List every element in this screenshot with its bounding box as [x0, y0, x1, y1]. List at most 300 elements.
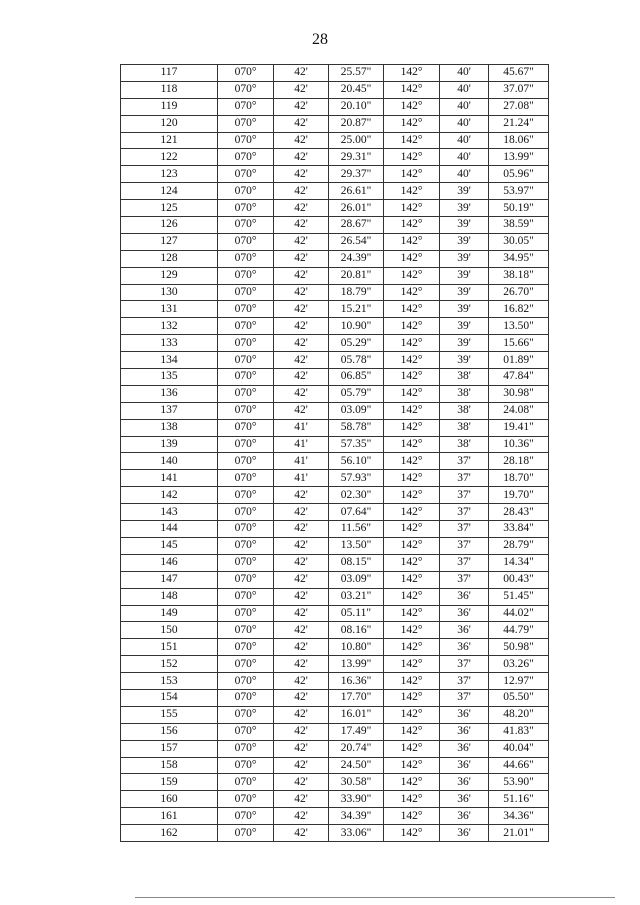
longitude-seconds-cell: 33.84" — [489, 521, 549, 538]
longitude-seconds-cell: 44.02" — [489, 605, 549, 622]
latitude-minutes-cell: 42' — [274, 65, 329, 82]
table-row — [121, 774, 549, 791]
table-row — [121, 132, 549, 149]
longitude-degrees-cell: 142° — [384, 318, 440, 335]
point-number-cell: 144 — [121, 521, 218, 538]
longitude-minutes-cell: 36' — [440, 774, 489, 791]
longitude-degrees-cell: 142° — [384, 706, 440, 723]
latitude-degrees-cell: 070° — [218, 267, 274, 284]
longitude-minutes-cell: 39' — [440, 284, 489, 301]
longitude-seconds-cell: 03.26" — [489, 656, 549, 673]
latitude-degrees-cell: 070° — [218, 706, 274, 723]
longitude-degrees-cell: 142° — [384, 200, 440, 217]
longitude-seconds-cell: 10.36" — [489, 436, 549, 453]
point-number-cell: 145 — [121, 537, 218, 554]
longitude-minutes-cell: 38' — [440, 436, 489, 453]
latitude-degrees-cell: 070° — [218, 352, 274, 369]
longitude-minutes-cell: 39' — [440, 318, 489, 335]
latitude-minutes-cell: 42' — [274, 740, 329, 757]
longitude-degrees-cell: 142° — [384, 622, 440, 639]
latitude-minutes-cell: 42' — [274, 284, 329, 301]
latitude-seconds-cell: 20.45" — [329, 81, 384, 98]
latitude-degrees-cell: 070° — [218, 385, 274, 402]
point-number-cell: 137 — [121, 402, 218, 419]
latitude-minutes-cell: 42' — [274, 706, 329, 723]
longitude-degrees-cell: 142° — [384, 504, 440, 521]
point-number-cell: 121 — [121, 132, 218, 149]
latitude-seconds-cell: 20.81" — [329, 267, 384, 284]
latitude-minutes-cell: 42' — [274, 267, 329, 284]
longitude-minutes-cell: 40' — [440, 132, 489, 149]
latitude-seconds-cell: 33.06" — [329, 825, 384, 842]
longitude-degrees-cell: 142° — [384, 656, 440, 673]
latitude-degrees-cell: 070° — [218, 757, 274, 774]
table-row — [121, 656, 549, 673]
table-row — [121, 605, 549, 622]
latitude-seconds-cell: 02.30" — [329, 487, 384, 504]
latitude-minutes-cell: 41' — [274, 470, 329, 487]
longitude-seconds-cell: 48.20" — [489, 706, 549, 723]
longitude-degrees-cell: 142° — [384, 301, 440, 318]
point-number-cell: 158 — [121, 757, 218, 774]
latitude-minutes-cell: 42' — [274, 402, 329, 419]
latitude-degrees-cell: 070° — [218, 808, 274, 825]
longitude-seconds-cell: 21.01" — [489, 825, 549, 842]
longitude-degrees-cell: 142° — [384, 369, 440, 386]
longitude-seconds-cell: 05.96" — [489, 166, 549, 183]
table-row — [121, 825, 549, 842]
latitude-degrees-cell: 070° — [218, 81, 274, 98]
longitude-minutes-cell: 39' — [440, 183, 489, 200]
latitude-minutes-cell: 42' — [274, 115, 329, 132]
latitude-degrees-cell: 070° — [218, 487, 274, 504]
longitude-minutes-cell: 40' — [440, 166, 489, 183]
latitude-degrees-cell: 070° — [218, 639, 274, 656]
longitude-degrees-cell: 142° — [384, 335, 440, 352]
longitude-minutes-cell: 39' — [440, 352, 489, 369]
longitude-minutes-cell: 36' — [440, 588, 489, 605]
longitude-minutes-cell: 37' — [440, 673, 489, 690]
latitude-minutes-cell: 42' — [274, 301, 329, 318]
longitude-minutes-cell: 36' — [440, 740, 489, 757]
latitude-seconds-cell: 05.79" — [329, 385, 384, 402]
latitude-minutes-cell: 42' — [274, 166, 329, 183]
latitude-minutes-cell: 42' — [274, 774, 329, 791]
table-row — [121, 115, 549, 132]
longitude-degrees-cell: 142° — [384, 453, 440, 470]
table-row — [121, 537, 549, 554]
latitude-minutes-cell: 42' — [274, 98, 329, 115]
latitude-seconds-cell: 26.54" — [329, 233, 384, 250]
latitude-seconds-cell: 08.15" — [329, 554, 384, 571]
table-row — [121, 487, 549, 504]
longitude-minutes-cell: 38' — [440, 402, 489, 419]
latitude-seconds-cell: 16.36" — [329, 673, 384, 690]
longitude-seconds-cell: 50.19" — [489, 200, 549, 217]
longitude-minutes-cell: 39' — [440, 233, 489, 250]
latitude-seconds-cell: 28.67" — [329, 217, 384, 234]
latitude-degrees-cell: 070° — [218, 537, 274, 554]
latitude-minutes-cell: 42' — [274, 385, 329, 402]
table-row — [121, 81, 549, 98]
table-row — [121, 267, 549, 284]
longitude-seconds-cell: 40.04" — [489, 740, 549, 757]
latitude-degrees-cell: 070° — [218, 453, 274, 470]
latitude-minutes-cell: 42' — [274, 825, 329, 842]
longitude-minutes-cell: 36' — [440, 706, 489, 723]
latitude-degrees-cell: 070° — [218, 622, 274, 639]
table-row — [121, 689, 549, 706]
longitude-minutes-cell: 39' — [440, 200, 489, 217]
latitude-degrees-cell: 070° — [218, 250, 274, 267]
latitude-minutes-cell: 42' — [274, 335, 329, 352]
longitude-degrees-cell: 142° — [384, 487, 440, 504]
longitude-minutes-cell: 40' — [440, 149, 489, 166]
latitude-minutes-cell: 42' — [274, 521, 329, 538]
longitude-degrees-cell: 142° — [384, 149, 440, 166]
table-row — [121, 318, 549, 335]
longitude-seconds-cell: 05.50" — [489, 689, 549, 706]
latitude-degrees-cell: 070° — [218, 774, 274, 791]
longitude-degrees-cell: 142° — [384, 588, 440, 605]
longitude-seconds-cell: 13.99" — [489, 149, 549, 166]
table-row — [121, 808, 549, 825]
latitude-seconds-cell: 03.21" — [329, 588, 384, 605]
latitude-degrees-cell: 070° — [218, 284, 274, 301]
point-number-cell: 124 — [121, 183, 218, 200]
longitude-degrees-cell: 142° — [384, 605, 440, 622]
longitude-seconds-cell: 34.36" — [489, 808, 549, 825]
point-number-cell: 150 — [121, 622, 218, 639]
latitude-seconds-cell: 15.21" — [329, 301, 384, 318]
point-number-cell: 162 — [121, 825, 218, 842]
longitude-degrees-cell: 142° — [384, 521, 440, 538]
point-number-cell: 159 — [121, 774, 218, 791]
longitude-seconds-cell: 12.97" — [489, 673, 549, 690]
longitude-degrees-cell: 142° — [384, 217, 440, 234]
longitude-seconds-cell: 16.82" — [489, 301, 549, 318]
latitude-degrees-cell: 070° — [218, 335, 274, 352]
latitude-seconds-cell: 25.00" — [329, 132, 384, 149]
longitude-seconds-cell: 18.06" — [489, 132, 549, 149]
table-row — [121, 470, 549, 487]
longitude-seconds-cell: 01.89" — [489, 352, 549, 369]
longitude-degrees-cell: 142° — [384, 115, 440, 132]
longitude-minutes-cell: 40' — [440, 115, 489, 132]
latitude-seconds-cell: 10.80" — [329, 639, 384, 656]
longitude-minutes-cell: 39' — [440, 217, 489, 234]
latitude-minutes-cell: 42' — [274, 605, 329, 622]
longitude-seconds-cell: 30.98" — [489, 385, 549, 402]
point-number-cell: 154 — [121, 689, 218, 706]
longitude-degrees-cell: 142° — [384, 554, 440, 571]
longitude-degrees-cell: 142° — [384, 233, 440, 250]
table-row — [121, 757, 549, 774]
point-number-cell: 123 — [121, 166, 218, 183]
longitude-seconds-cell: 00.43" — [489, 571, 549, 588]
latitude-minutes-cell: 42' — [274, 571, 329, 588]
latitude-seconds-cell: 56.10" — [329, 453, 384, 470]
longitude-minutes-cell: 39' — [440, 267, 489, 284]
longitude-minutes-cell: 36' — [440, 791, 489, 808]
latitude-degrees-cell: 070° — [218, 65, 274, 82]
point-number-cell: 148 — [121, 588, 218, 605]
latitude-seconds-cell: 05.11" — [329, 605, 384, 622]
longitude-degrees-cell: 142° — [384, 571, 440, 588]
table-row — [121, 335, 549, 352]
longitude-minutes-cell: 36' — [440, 808, 489, 825]
longitude-degrees-cell: 142° — [384, 132, 440, 149]
latitude-degrees-cell: 070° — [218, 740, 274, 757]
latitude-minutes-cell: 42' — [274, 504, 329, 521]
latitude-seconds-cell: 05.29" — [329, 335, 384, 352]
longitude-minutes-cell: 39' — [440, 335, 489, 352]
latitude-seconds-cell: 20.10" — [329, 98, 384, 115]
latitude-degrees-cell: 070° — [218, 166, 274, 183]
longitude-degrees-cell: 142° — [384, 740, 440, 757]
longitude-degrees-cell: 142° — [384, 436, 440, 453]
table-row — [121, 521, 549, 538]
latitude-seconds-cell: 17.70" — [329, 689, 384, 706]
latitude-minutes-cell: 42' — [274, 487, 329, 504]
latitude-degrees-cell: 070° — [218, 521, 274, 538]
point-number-cell: 161 — [121, 808, 218, 825]
latitude-seconds-cell: 26.61" — [329, 183, 384, 200]
latitude-degrees-cell: 070° — [218, 318, 274, 335]
longitude-seconds-cell: 18.70" — [489, 470, 549, 487]
table-row — [121, 639, 549, 656]
table-row — [121, 166, 549, 183]
latitude-seconds-cell: 13.50" — [329, 537, 384, 554]
longitude-minutes-cell: 37' — [440, 453, 489, 470]
longitude-seconds-cell: 21.24" — [489, 115, 549, 132]
latitude-degrees-cell: 070° — [218, 791, 274, 808]
point-number-cell: 128 — [121, 250, 218, 267]
longitude-minutes-cell: 40' — [440, 65, 489, 82]
latitude-minutes-cell: 42' — [274, 200, 329, 217]
point-number-cell: 155 — [121, 706, 218, 723]
latitude-minutes-cell: 42' — [274, 673, 329, 690]
longitude-seconds-cell: 50.98" — [489, 639, 549, 656]
longitude-seconds-cell: 41.83" — [489, 723, 549, 740]
latitude-degrees-cell: 070° — [218, 183, 274, 200]
longitude-seconds-cell: 37.07" — [489, 81, 549, 98]
longitude-minutes-cell: 37' — [440, 689, 489, 706]
latitude-seconds-cell: 08.16" — [329, 622, 384, 639]
longitude-degrees-cell: 142° — [384, 470, 440, 487]
table-row — [121, 98, 549, 115]
latitude-seconds-cell: 57.93" — [329, 470, 384, 487]
longitude-minutes-cell: 38' — [440, 419, 489, 436]
table-row — [121, 352, 549, 369]
latitude-degrees-cell: 070° — [218, 689, 274, 706]
latitude-minutes-cell: 42' — [274, 588, 329, 605]
longitude-seconds-cell: 51.45" — [489, 588, 549, 605]
latitude-minutes-cell: 42' — [274, 318, 329, 335]
table-row — [121, 673, 549, 690]
longitude-degrees-cell: 142° — [384, 774, 440, 791]
table-row — [121, 284, 549, 301]
point-number-cell: 119 — [121, 98, 218, 115]
point-number-cell: 134 — [121, 352, 218, 369]
longitude-degrees-cell: 142° — [384, 757, 440, 774]
latitude-minutes-cell: 42' — [274, 250, 329, 267]
longitude-minutes-cell: 40' — [440, 81, 489, 98]
latitude-minutes-cell: 41' — [274, 453, 329, 470]
latitude-minutes-cell: 42' — [274, 183, 329, 200]
point-number-cell: 126 — [121, 217, 218, 234]
point-number-cell: 152 — [121, 656, 218, 673]
longitude-minutes-cell: 39' — [440, 250, 489, 267]
latitude-seconds-cell: 13.99" — [329, 656, 384, 673]
point-number-cell: 125 — [121, 200, 218, 217]
longitude-degrees-cell: 142° — [384, 723, 440, 740]
footer-rule — [135, 897, 615, 898]
table-row — [121, 554, 549, 571]
latitude-minutes-cell: 41' — [274, 436, 329, 453]
longitude-minutes-cell: 37' — [440, 521, 489, 538]
latitude-minutes-cell: 42' — [274, 352, 329, 369]
point-number-cell: 136 — [121, 385, 218, 402]
latitude-degrees-cell: 070° — [218, 233, 274, 250]
longitude-minutes-cell: 37' — [440, 537, 489, 554]
longitude-seconds-cell: 28.18" — [489, 453, 549, 470]
table-row — [121, 301, 549, 318]
table-row — [121, 723, 549, 740]
latitude-degrees-cell: 070° — [218, 723, 274, 740]
point-number-cell: 157 — [121, 740, 218, 757]
longitude-minutes-cell: 36' — [440, 622, 489, 639]
latitude-seconds-cell: 57.35" — [329, 436, 384, 453]
latitude-minutes-cell: 42' — [274, 639, 329, 656]
longitude-seconds-cell: 44.66" — [489, 757, 549, 774]
latitude-seconds-cell: 10.90" — [329, 318, 384, 335]
longitude-seconds-cell: 38.59" — [489, 217, 549, 234]
point-number-cell: 146 — [121, 554, 218, 571]
longitude-seconds-cell: 38.18" — [489, 267, 549, 284]
table-row — [121, 217, 549, 234]
longitude-degrees-cell: 142° — [384, 385, 440, 402]
longitude-minutes-cell: 36' — [440, 757, 489, 774]
longitude-seconds-cell: 24.08" — [489, 402, 549, 419]
longitude-minutes-cell: 37' — [440, 554, 489, 571]
latitude-minutes-cell: 42' — [274, 233, 329, 250]
latitude-seconds-cell: 11.56" — [329, 521, 384, 538]
table-row — [121, 791, 549, 808]
longitude-degrees-cell: 142° — [384, 183, 440, 200]
latitude-degrees-cell: 070° — [218, 656, 274, 673]
latitude-degrees-cell: 070° — [218, 149, 274, 166]
latitude-degrees-cell: 070° — [218, 588, 274, 605]
longitude-seconds-cell: 26.70" — [489, 284, 549, 301]
longitude-degrees-cell: 142° — [384, 673, 440, 690]
latitude-minutes-cell: 42' — [274, 808, 329, 825]
point-number-cell: 149 — [121, 605, 218, 622]
table-row — [121, 436, 549, 453]
table-row — [121, 571, 549, 588]
point-number-cell: 147 — [121, 571, 218, 588]
table-row — [121, 385, 549, 402]
longitude-degrees-cell: 142° — [384, 689, 440, 706]
longitude-seconds-cell: 19.70" — [489, 487, 549, 504]
longitude-seconds-cell: 14.34" — [489, 554, 549, 571]
point-number-cell: 139 — [121, 436, 218, 453]
point-number-cell: 141 — [121, 470, 218, 487]
longitude-seconds-cell: 47.84" — [489, 369, 549, 386]
point-number-cell: 117 — [121, 65, 218, 82]
latitude-seconds-cell: 17.49" — [329, 723, 384, 740]
latitude-seconds-cell: 16.01" — [329, 706, 384, 723]
latitude-seconds-cell: 20.74" — [329, 740, 384, 757]
table-row — [121, 65, 549, 82]
point-number-cell: 131 — [121, 301, 218, 318]
latitude-degrees-cell: 070° — [218, 470, 274, 487]
longitude-seconds-cell: 53.90" — [489, 774, 549, 791]
latitude-degrees-cell: 070° — [218, 369, 274, 386]
longitude-minutes-cell: 37' — [440, 487, 489, 504]
latitude-minutes-cell: 42' — [274, 132, 329, 149]
longitude-seconds-cell: 27.08" — [489, 98, 549, 115]
longitude-degrees-cell: 142° — [384, 639, 440, 656]
table-row — [121, 369, 549, 386]
longitude-minutes-cell: 37' — [440, 656, 489, 673]
longitude-minutes-cell: 38' — [440, 369, 489, 386]
page-number: 28 — [312, 31, 328, 48]
longitude-seconds-cell: 34.95" — [489, 250, 549, 267]
coordinates-table — [120, 64, 549, 842]
latitude-degrees-cell: 070° — [218, 132, 274, 149]
longitude-minutes-cell: 36' — [440, 723, 489, 740]
latitude-degrees-cell: 070° — [218, 200, 274, 217]
point-number-cell: 127 — [121, 233, 218, 250]
longitude-degrees-cell: 142° — [384, 267, 440, 284]
longitude-seconds-cell: 15.66" — [489, 335, 549, 352]
latitude-minutes-cell: 42' — [274, 689, 329, 706]
table-row — [121, 453, 549, 470]
longitude-minutes-cell: 39' — [440, 301, 489, 318]
table-row — [121, 149, 549, 166]
latitude-minutes-cell: 42' — [274, 757, 329, 774]
longitude-minutes-cell: 37' — [440, 571, 489, 588]
longitude-minutes-cell: 37' — [440, 504, 489, 521]
latitude-seconds-cell: 03.09" — [329, 402, 384, 419]
longitude-minutes-cell: 38' — [440, 385, 489, 402]
latitude-minutes-cell: 42' — [274, 537, 329, 554]
latitude-seconds-cell: 07.64" — [329, 504, 384, 521]
longitude-degrees-cell: 142° — [384, 81, 440, 98]
point-number-cell: 132 — [121, 318, 218, 335]
table-row — [121, 740, 549, 757]
latitude-minutes-cell: 42' — [274, 149, 329, 166]
table-row — [121, 588, 549, 605]
latitude-degrees-cell: 070° — [218, 554, 274, 571]
longitude-seconds-cell: 45.67" — [489, 65, 549, 82]
latitude-minutes-cell: 42' — [274, 656, 329, 673]
point-number-cell: 140 — [121, 453, 218, 470]
table-row — [121, 233, 549, 250]
latitude-degrees-cell: 070° — [218, 217, 274, 234]
latitude-minutes-cell: 41' — [274, 419, 329, 436]
point-number-cell: 151 — [121, 639, 218, 656]
longitude-degrees-cell: 142° — [384, 808, 440, 825]
longitude-degrees-cell: 142° — [384, 537, 440, 554]
latitude-degrees-cell: 070° — [218, 419, 274, 436]
latitude-seconds-cell: 03.09" — [329, 571, 384, 588]
latitude-seconds-cell: 29.37" — [329, 166, 384, 183]
point-number-cell: 118 — [121, 81, 218, 98]
table-row — [121, 706, 549, 723]
latitude-seconds-cell: 25.57" — [329, 65, 384, 82]
